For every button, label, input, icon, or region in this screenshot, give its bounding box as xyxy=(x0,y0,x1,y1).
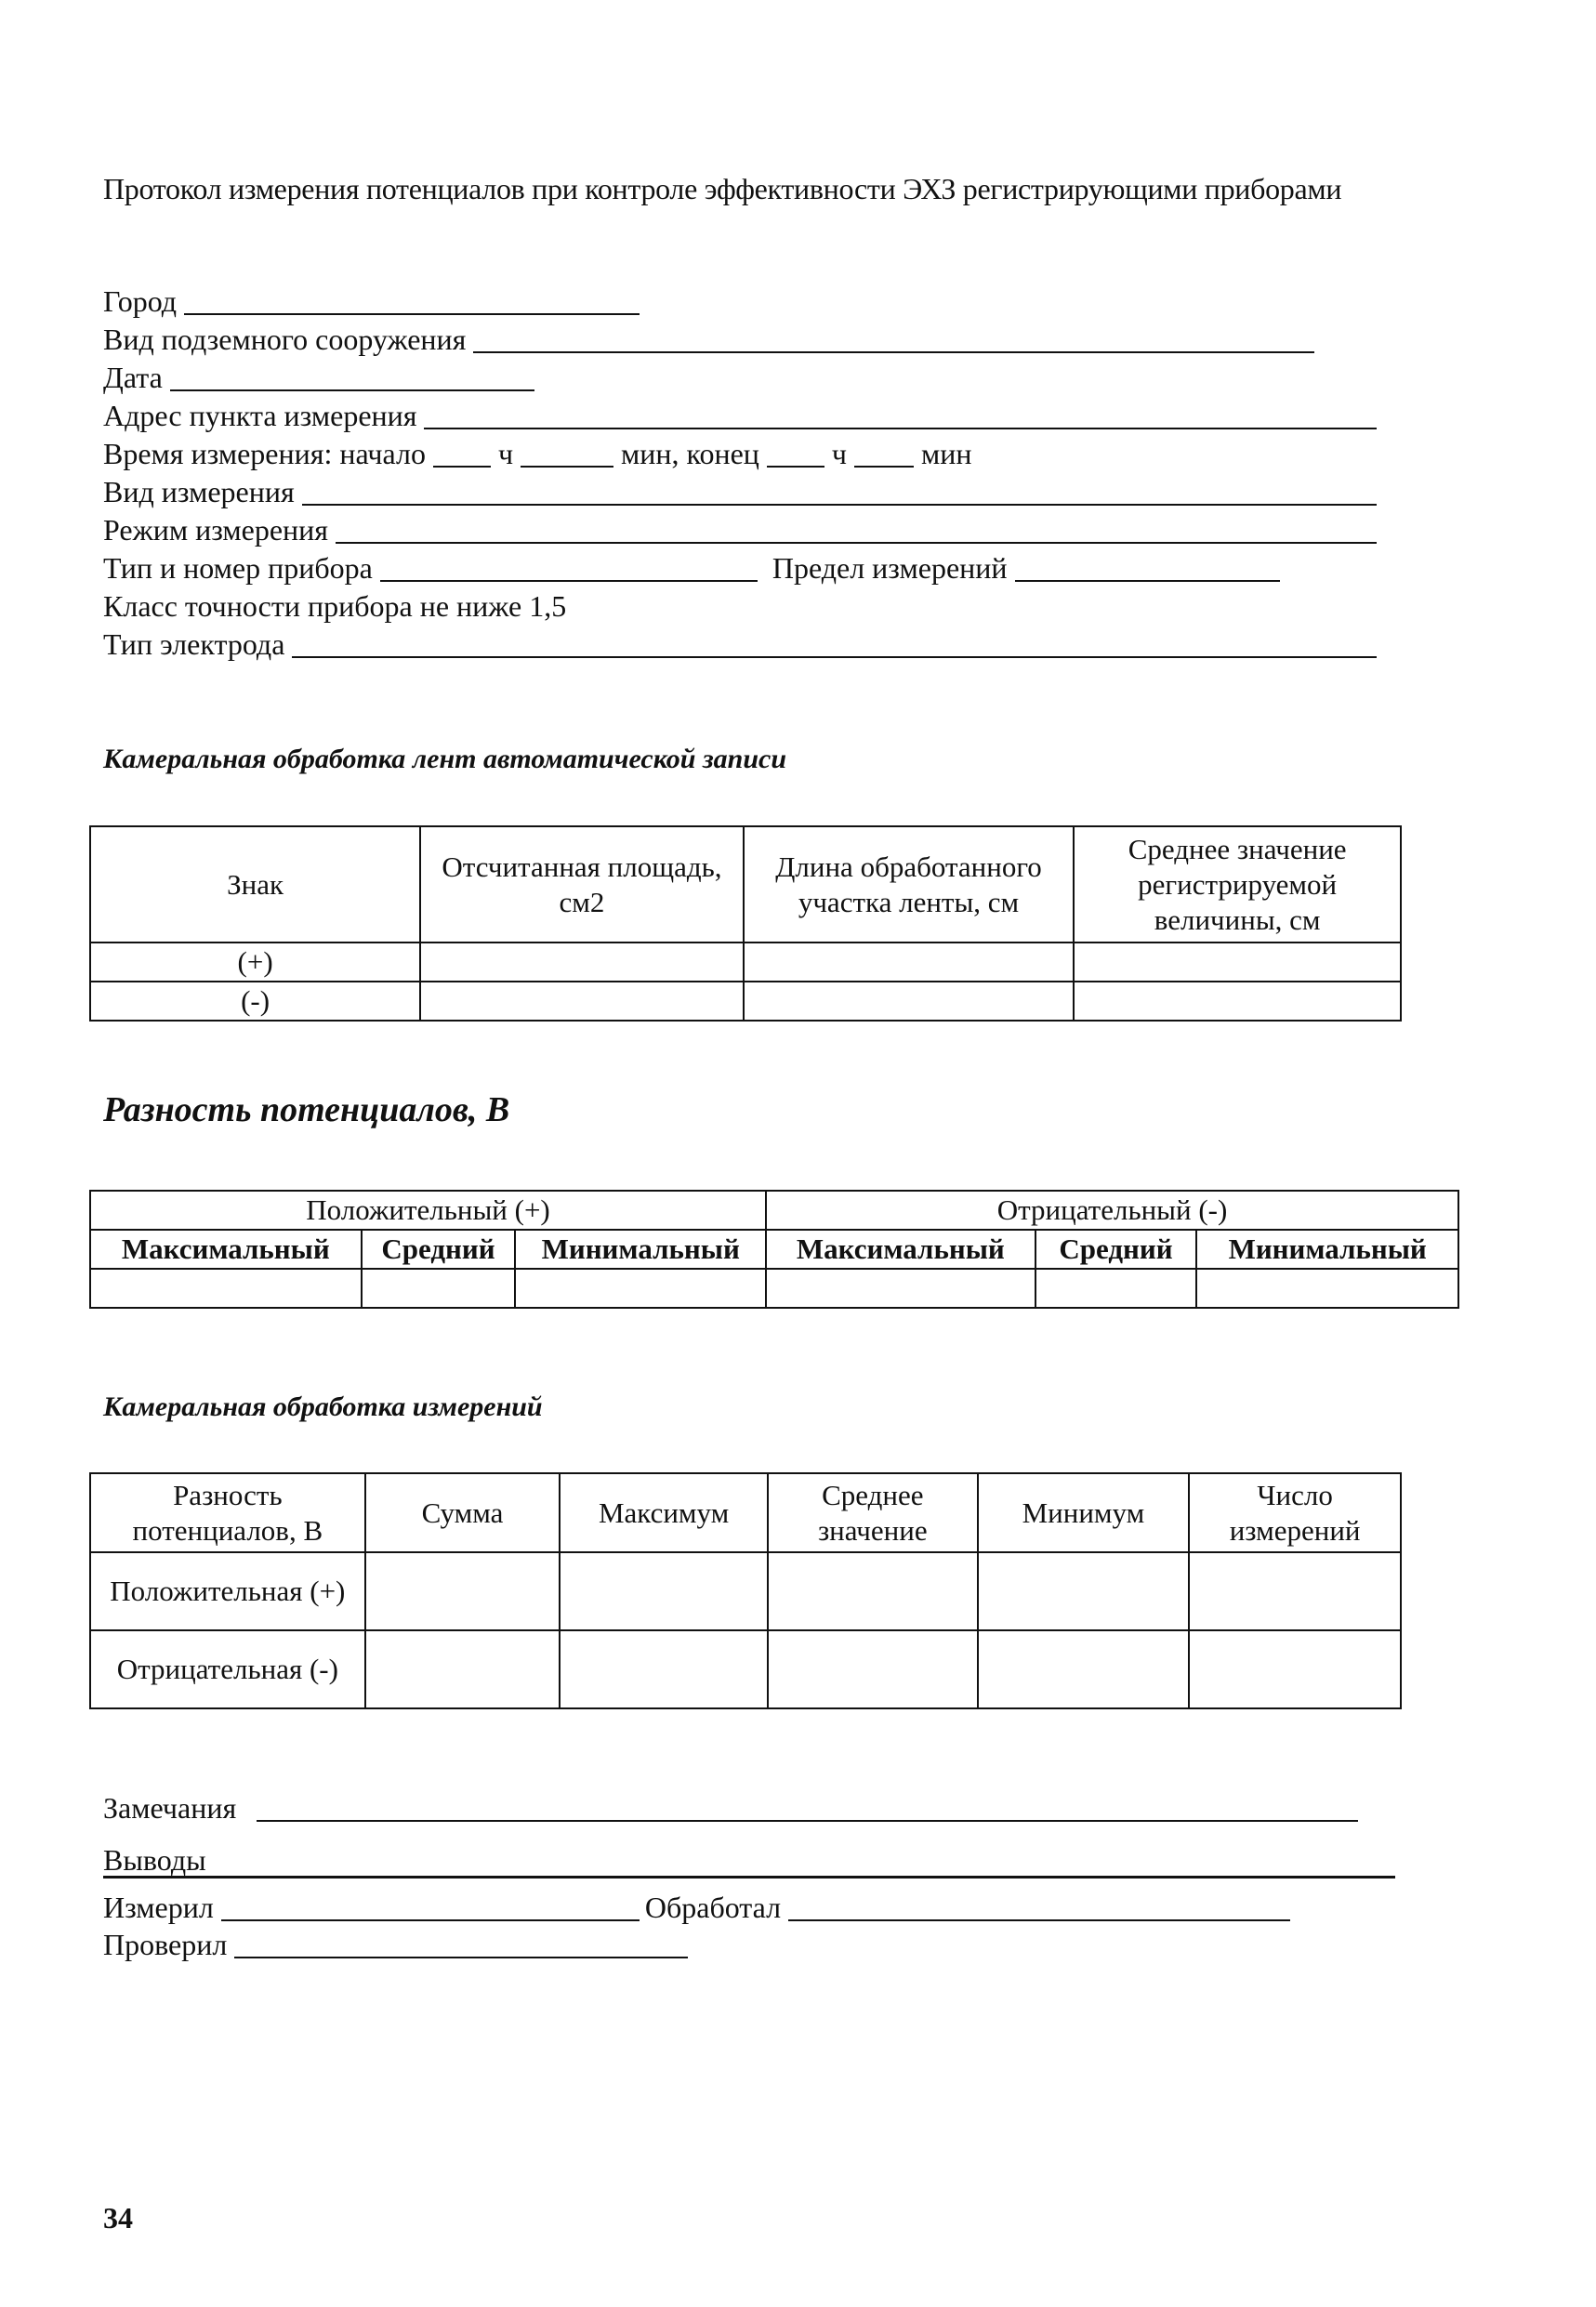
subheader-row xyxy=(90,1230,1458,1269)
table-cell[interactable] xyxy=(1035,1269,1197,1308)
table-cell[interactable] xyxy=(1189,1552,1401,1630)
table-cell[interactable] xyxy=(1074,943,1401,982)
end-minutes-field[interactable] xyxy=(854,438,914,468)
table-header-row xyxy=(90,826,1401,943)
subheader-cell: Минимальный xyxy=(515,1230,766,1269)
row-label: Отрицательная (-) xyxy=(90,1630,365,1708)
measured-processed-row xyxy=(103,1879,1395,1923)
table-cell[interactable] xyxy=(1074,982,1401,1021)
table-cell[interactable] xyxy=(978,1630,1190,1708)
table-row xyxy=(90,1269,1458,1308)
min-end-label: мин, конец xyxy=(621,437,759,470)
checked-row xyxy=(103,1923,1395,1960)
electrode-label: Тип электрода xyxy=(103,627,285,661)
signature-fields xyxy=(103,1772,1395,1960)
table-cell[interactable] xyxy=(768,1552,978,1630)
device-row xyxy=(103,546,1377,584)
table-cell[interactable] xyxy=(1196,1269,1458,1308)
subheader-cell: Средний xyxy=(1035,1230,1197,1269)
device-field[interactable] xyxy=(380,552,758,582)
processed-label: Обработал xyxy=(644,1891,782,1924)
table-cell[interactable] xyxy=(420,982,744,1021)
table-cell[interactable] xyxy=(365,1630,561,1708)
table-row xyxy=(90,1552,1401,1630)
electrode-row xyxy=(103,622,1377,660)
table-cell[interactable] xyxy=(560,1630,768,1708)
time-row xyxy=(103,431,1377,469)
table-cell[interactable] xyxy=(420,943,744,982)
address-label: Адрес пункта измерения xyxy=(103,399,417,432)
processed-field[interactable] xyxy=(788,1892,1290,1921)
time-start-label: Время измерения: начало xyxy=(103,437,426,470)
header-cell: Минимум xyxy=(978,1473,1190,1552)
conclusions-row xyxy=(103,1824,1395,1879)
start-hours-field[interactable] xyxy=(433,438,491,468)
header-cell: Отсчитанная площадь, см2 xyxy=(420,826,744,943)
start-minutes-field[interactable] xyxy=(521,438,613,468)
table-row xyxy=(90,943,1401,982)
measurement-type-field[interactable] xyxy=(302,476,1377,506)
tape-processing-table xyxy=(89,825,1402,1022)
header-cell: Максимум xyxy=(560,1473,768,1552)
date-field[interactable] xyxy=(170,362,534,391)
header-cell: Сумма xyxy=(365,1473,561,1552)
address-row xyxy=(103,393,1377,431)
electrode-field[interactable] xyxy=(292,628,1377,658)
hours-label-2: ч xyxy=(831,437,847,470)
structure-type-label: Вид подземного сооружения xyxy=(103,323,467,356)
table-cell[interactable] xyxy=(515,1269,766,1308)
subheader-cell: Максимальный xyxy=(90,1230,362,1269)
mode-field[interactable] xyxy=(336,514,1377,544)
city-row xyxy=(103,279,1377,317)
header-cell: Среднее значение регистрируемой величины, см xyxy=(1074,826,1401,943)
city-field[interactable] xyxy=(184,285,640,315)
city-label: Город xyxy=(103,284,178,318)
table-cell[interactable] xyxy=(978,1552,1190,1630)
measurement-type-row xyxy=(103,469,1377,508)
hours-label-1: ч xyxy=(497,437,514,470)
header-cell: Среднее значение xyxy=(768,1473,978,1552)
limit-field[interactable] xyxy=(1015,552,1280,582)
row-label: (+) xyxy=(90,943,420,982)
table-header-row xyxy=(90,1473,1401,1552)
table-row xyxy=(90,1630,1401,1708)
subheader-cell: Максимальный xyxy=(766,1230,1035,1269)
table-row xyxy=(90,982,1401,1021)
remarks-label: Замечания xyxy=(103,1791,237,1825)
address-field[interactable] xyxy=(424,400,1377,429)
potential-difference-table xyxy=(89,1190,1459,1309)
measured-field[interactable] xyxy=(221,1892,640,1921)
measurement-processing-table xyxy=(89,1472,1402,1709)
table-cell[interactable] xyxy=(766,1269,1035,1308)
header-cell: Длина обработанного участка ленты, см xyxy=(744,826,1075,943)
remarks-row xyxy=(103,1772,1395,1824)
table-cell[interactable] xyxy=(1189,1630,1401,1708)
header-cell: Знак xyxy=(90,826,420,943)
table-cell[interactable] xyxy=(560,1552,768,1630)
measured-label: Измерил xyxy=(103,1891,214,1924)
structure-type-field[interactable] xyxy=(473,323,1314,353)
section3-heading: Камеральная обработка измерений xyxy=(103,1391,543,1422)
remarks-field[interactable] xyxy=(257,1792,1358,1822)
measurement-type-label: Вид измерения xyxy=(103,475,295,508)
date-label: Дата xyxy=(103,361,163,394)
accuracy-row xyxy=(103,584,1377,622)
section2-heading: Разность потенциалов, В xyxy=(103,1090,510,1129)
table-cell[interactable] xyxy=(744,943,1075,982)
positive-group-header: Положительный (+) xyxy=(90,1191,766,1230)
structure-type-row xyxy=(103,317,1377,355)
mode-label: Режим измерения xyxy=(103,513,328,547)
header-cell: Разность потенциалов, В xyxy=(90,1473,365,1552)
document-title: Протокол измерения потенциалов при контроле эффективности ЭХЗ регистрирующими приборами xyxy=(103,172,1342,205)
table-cell[interactable] xyxy=(768,1630,978,1708)
page-number: 34 xyxy=(103,2201,133,2234)
subheader-cell: Средний xyxy=(362,1230,516,1269)
section1-heading: Камеральная обработка лент автоматической записи xyxy=(103,744,787,774)
group-header-row xyxy=(90,1191,1458,1230)
row-label: Положительная (+) xyxy=(90,1552,365,1630)
table-cell[interactable] xyxy=(90,1269,362,1308)
checked-label: Проверил xyxy=(103,1928,228,1961)
subheader-cell: Минимальный xyxy=(1196,1230,1458,1269)
device-label: Тип и номер прибора xyxy=(103,551,373,585)
table-cell[interactable] xyxy=(362,1269,516,1308)
conclusions-label: Выводы xyxy=(103,1843,206,1877)
checked-field[interactable] xyxy=(234,1929,688,1958)
end-hours-field[interactable] xyxy=(767,438,824,468)
negative-group-header: Отрицательный (-) xyxy=(766,1191,1458,1230)
header-cell: Число измерений xyxy=(1189,1473,1401,1552)
mode-row xyxy=(103,508,1377,546)
table-cell[interactable] xyxy=(744,982,1075,1021)
header-fields xyxy=(103,279,1377,660)
limit-label: Предел измерений xyxy=(772,551,1008,585)
accuracy-text: Класс точности прибора не ниже 1,5 xyxy=(103,589,567,623)
min-label-2: мин xyxy=(921,437,972,470)
date-row xyxy=(103,355,1377,393)
row-label: (-) xyxy=(90,982,420,1021)
table-cell[interactable] xyxy=(365,1552,561,1630)
